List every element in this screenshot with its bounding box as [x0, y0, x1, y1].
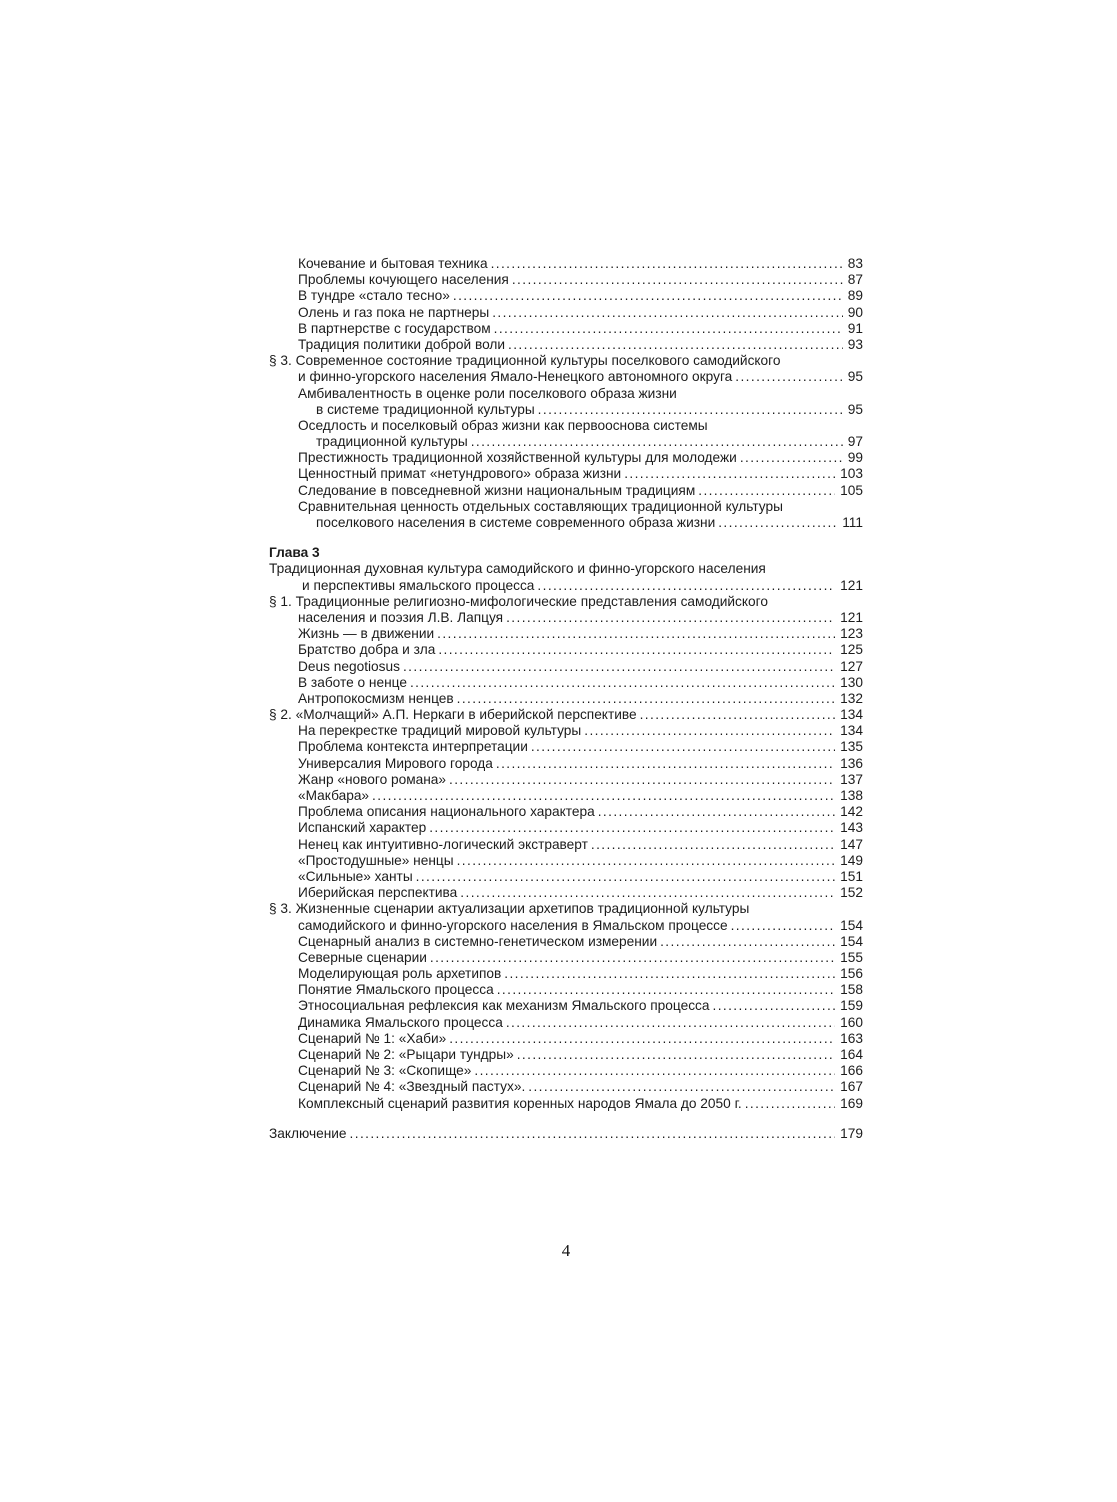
toc-entry-page: 137: [840, 771, 863, 787]
toc-entry: [269, 1079, 863, 1095]
toc-entry-title: Моделирующая роль архетипов: [298, 966, 502, 982]
toc-entry: [269, 305, 863, 321]
toc-entry-page: 99: [847, 450, 863, 466]
toc-entry: [269, 982, 863, 998]
dot-leader: [640, 707, 836, 723]
toc-entry-title: Сценарий № 3: «Скопище»: [298, 1063, 472, 1079]
toc-entry: [269, 820, 863, 836]
dot-leader: [457, 691, 836, 707]
dot-leader: [624, 466, 835, 482]
toc-entry: [269, 950, 863, 966]
toc-entry: [269, 837, 863, 853]
dot-leader: [731, 918, 836, 934]
toc-entry-page: 151: [840, 868, 863, 884]
toc-entry-title: и финно-угорского населения Ямало-Ненецкого автономного округа: [298, 369, 733, 385]
dot-leader: [506, 1015, 835, 1031]
toc-entry-page: 132: [840, 690, 863, 706]
toc-entry: [269, 515, 863, 531]
toc-entry-title: Проблемы кочующего населения: [298, 272, 509, 288]
toc-entry-page: 136: [840, 755, 863, 771]
toc-entry-title: населения и поэзия Л.В. Лапцуя: [298, 609, 504, 625]
toc-entry-title: В тундре «стало тесно»: [298, 288, 450, 304]
toc-entry: [269, 998, 863, 1014]
dot-leader: [460, 885, 835, 901]
toc-entry: [269, 691, 863, 707]
toc-entry: [269, 901, 863, 917]
toc-entry-title: Традиционная духовная культура самодийского и финно-угорского населения: [269, 561, 766, 577]
dot-leader: [584, 723, 835, 739]
toc-entry-page: 155: [840, 949, 863, 965]
dot-leader: [494, 321, 843, 337]
toc-entry-title: Проблема описания национального характера: [298, 804, 595, 820]
toc-entry: [269, 418, 863, 434]
toc-entry: [269, 885, 863, 901]
toc-entry: [269, 1031, 863, 1047]
toc-entry: [269, 1063, 863, 1079]
toc-entry-page: 149: [840, 852, 863, 868]
toc-entry: [269, 578, 863, 594]
toc-entry-title: Глава 3: [269, 545, 320, 561]
toc-entry-page: 111: [842, 515, 863, 530]
dot-leader: [403, 659, 835, 675]
toc-entry-title: Кочевание и бытовая техника: [298, 256, 488, 271]
toc-entry: [269, 1015, 863, 1031]
dot-leader: [438, 642, 835, 658]
toc-entry: [269, 853, 863, 869]
toc-entry: [269, 772, 863, 788]
toc-entry: [269, 966, 863, 982]
toc-entry-title: Следование в повседневной жизни национальным традициям: [298, 482, 696, 498]
dot-leader: [492, 305, 843, 321]
toc-entry-page: 97: [847, 434, 863, 450]
toc-entry-page: 95: [847, 369, 863, 385]
toc-entry-page: 89: [847, 288, 863, 304]
toc-entry-page: 105: [840, 482, 863, 498]
dot-leader: [538, 402, 843, 418]
dot-leader: [430, 950, 835, 966]
toc-entry: [269, 723, 863, 739]
toc-entry-title: Амбивалентность в оценке роли поселкового образа жизни: [298, 385, 677, 401]
toc-entry: [269, 804, 863, 820]
dot-leader: [491, 256, 843, 272]
toc-entry-page: 163: [840, 1030, 863, 1046]
toc-entry-title: Антропокосмизм ненцев: [298, 690, 454, 706]
toc-entry-title: в системе традиционной культуры: [316, 401, 535, 417]
toc-entry: [269, 369, 863, 385]
dot-leader: [660, 934, 835, 950]
dot-leader: [449, 1031, 835, 1047]
dot-leader: [528, 1079, 835, 1095]
dot-leader: [449, 772, 835, 788]
toc-entry-page: 154: [840, 933, 863, 949]
toc-entry-page: 121: [840, 577, 863, 593]
toc-entry: [269, 466, 863, 482]
dot-leader: [745, 1096, 835, 1112]
dot-leader: [517, 1047, 835, 1063]
toc-entry: [269, 499, 863, 515]
toc-entry-title: Иберийская перспектива: [298, 885, 458, 901]
toc-entry: [269, 256, 863, 272]
toc-entry-title: Сравнительная ценность отдельных составляющих традиционной культуры: [298, 498, 783, 514]
toc-entry-title: и перспективы ямальского процесса: [302, 577, 535, 593]
dot-leader: [496, 756, 835, 772]
toc-entry: [269, 288, 863, 304]
toc-entry: [269, 788, 863, 804]
toc-entry: [269, 707, 863, 723]
toc-entry: [269, 739, 863, 755]
toc-entry-title: Испанский характер: [298, 820, 427, 836]
toc-entry-page: 130: [840, 674, 863, 690]
dot-leader: [497, 982, 835, 998]
toc-entry: [269, 337, 863, 353]
toc-entry-page: 152: [840, 885, 863, 901]
dot-leader: [598, 804, 835, 820]
dot-leader: [429, 820, 835, 836]
toc-entry-page: 158: [840, 982, 863, 998]
dot-leader: [504, 966, 835, 982]
toc-entry: [269, 1047, 863, 1063]
toc-entry-page: 95: [847, 401, 863, 417]
toc-entry-title: Динамика Ямальского процесса: [298, 1014, 503, 1030]
toc-entry-title: § 1. Традиционные религиозно-мифологические представления самодийского: [269, 593, 768, 609]
toc-entry-page: 91: [847, 320, 863, 336]
dot-leader: [591, 837, 835, 853]
toc-entry: [269, 561, 863, 577]
toc-entry: [269, 642, 863, 658]
toc-entry: [269, 659, 863, 675]
toc-entry-page: 135: [840, 739, 863, 755]
dot-leader: [740, 450, 843, 466]
toc-entry-title: Понятие Ямальского процесса: [298, 982, 494, 998]
toc-entry: [269, 545, 863, 561]
toc-entry: [269, 626, 863, 642]
toc-entry-page: 90: [847, 304, 863, 320]
toc-entry-page: 166: [840, 1063, 863, 1079]
toc-entry-page: 179: [840, 1125, 863, 1141]
dot-leader: [474, 1063, 835, 1079]
toc-entry-title: Универсалия Мирового города: [298, 755, 493, 771]
toc-entry: [269, 386, 863, 402]
dot-leader: [512, 272, 843, 288]
toc-entry: [269, 434, 863, 450]
toc-entry-title: «Простодушные» ненцы: [298, 852, 454, 868]
toc-entry-page: 123: [840, 626, 863, 642]
toc-entry-title: Жанр «нового романа»: [298, 771, 447, 787]
toc-entry-title: «Сильные» ханты: [298, 868, 413, 884]
toc-entry: [269, 756, 863, 772]
toc-entry: [269, 402, 863, 418]
toc-entry-title: В заботе о ненце: [298, 674, 407, 690]
toc-entry-title: Ненец как интуитивно-логический экстраверт: [298, 836, 588, 852]
dot-leader: [471, 434, 843, 450]
toc-entry-page: 169: [840, 1095, 863, 1111]
toc-entry-page: 134: [840, 707, 863, 723]
dot-leader: [698, 483, 835, 499]
toc-entry-title: «Макбара»: [298, 788, 370, 803]
dot-leader: [506, 610, 835, 626]
toc-entry-page: 103: [840, 466, 863, 482]
toc-entry: [269, 483, 863, 499]
toc-entry-page: 87: [847, 272, 863, 288]
toc-entry-title: Престижность традиционной хозяйственной культуры для молодежи: [298, 450, 737, 466]
toc-entry-title: Проблема контекста интерпретации: [298, 739, 528, 755]
toc-entry-page: 125: [840, 642, 863, 658]
dot-leader: [416, 869, 836, 885]
dot-leader: [508, 337, 843, 353]
toc-entry-title: На перекрестке традиций мировой культуры: [298, 723, 582, 739]
table-of-contents: [269, 256, 863, 1142]
dot-leader: [437, 626, 835, 642]
toc-entry-title: Братство добра и зла: [298, 642, 436, 658]
toc-entry: [269, 272, 863, 288]
toc-entry-title: § 3. Жизненные сценарии актуализации архетипов традиционной культуры: [269, 901, 750, 917]
dot-leader: [713, 998, 836, 1014]
dot-leader: [457, 853, 836, 869]
toc-entry: [269, 1096, 863, 1112]
toc-entry-title: § 3. Современное состояние традиционной культуры поселкового самодийского: [269, 353, 781, 369]
toc-entry-title: Северные сценарии: [298, 949, 427, 965]
toc-entry-page: 154: [840, 917, 863, 933]
toc-entry-page: 164: [840, 1047, 863, 1062]
toc-entry-title: Ценностный примат «нетундрового» образа жизни: [298, 466, 622, 482]
toc-entry-page: 142: [840, 804, 863, 820]
toc-entry: [269, 869, 863, 885]
toc-entry-title: Оседлость и поселковый образ жизни как первооснова системы: [298, 417, 708, 433]
dot-leader: [453, 288, 843, 304]
toc-entry-title: Deus negotiosus: [298, 658, 400, 674]
toc-entry-title: Заключение: [269, 1125, 347, 1141]
toc-entry: [269, 1126, 863, 1142]
toc-entry-page: 121: [840, 609, 863, 625]
toc-entry-page: 156: [840, 966, 863, 982]
toc-entry-page: 167: [840, 1079, 863, 1095]
toc-entry: [269, 450, 863, 466]
toc-entry-title: традиционной культуры: [316, 434, 468, 450]
toc-entry-title: Олень и газ пока не партнеры: [298, 304, 490, 320]
toc-entry-title: Этносоциальная рефлексия как механизм Ямальского процесса: [298, 998, 710, 1014]
toc-entry-title: Сценарий № 1: «Хаби»: [298, 1030, 447, 1046]
toc-entry-page: 147: [840, 836, 863, 852]
toc-entry-title: Сценарий № 4: «Звездный пастух».: [298, 1079, 526, 1095]
dot-leader: [350, 1126, 836, 1142]
dot-leader: [372, 788, 835, 804]
toc-entry-title: В партнерстве с государством: [298, 320, 491, 336]
toc-entry: [269, 610, 863, 626]
toc-entry: [269, 594, 863, 610]
dot-leader: [718, 515, 837, 531]
toc-entry-page: 127: [840, 658, 863, 674]
toc-entry-page: 134: [840, 723, 863, 739]
toc-entry: [269, 353, 863, 369]
toc-entry-page: 143: [840, 820, 863, 836]
toc-entry: [269, 675, 863, 691]
toc-entry: [269, 918, 863, 934]
toc-entry-title: § 2. «Молчащий» А.П. Неркаги в иберийской перспективе: [269, 707, 637, 723]
toc-entry-page: 159: [840, 998, 863, 1014]
toc-entry-page: 138: [840, 788, 863, 803]
toc-entry: [269, 934, 863, 950]
toc-entry-page: 83: [847, 256, 863, 271]
toc-entry-title: Сценарный анализ в системно-генетическом измерении: [298, 933, 658, 949]
dot-leader: [537, 578, 835, 594]
toc-entry-page: 93: [847, 336, 863, 352]
toc-entry-title: Комплексный сценарий развития коренных народов Ямала до 2050 г.: [298, 1095, 742, 1111]
toc-entry-title: поселкового населения в системе современного образа жизни: [316, 515, 716, 530]
dot-leader: [410, 675, 835, 691]
dot-leader: [735, 369, 843, 385]
toc-entry-page: 160: [840, 1014, 863, 1030]
toc-entry-title: Жизнь — в движении: [298, 626, 435, 642]
toc-entry: [269, 321, 863, 337]
toc-entry-title: Традиция политики доброй воли: [298, 336, 506, 352]
toc-entry-title: Сценарий № 2: «Рыцари тундры»: [298, 1047, 514, 1062]
toc-entry-title: самодийского и финно-угорского населения в Ямальском процессе: [298, 917, 728, 933]
dot-leader: [531, 739, 835, 755]
footer-page-number: 4: [561, 1241, 571, 1260]
